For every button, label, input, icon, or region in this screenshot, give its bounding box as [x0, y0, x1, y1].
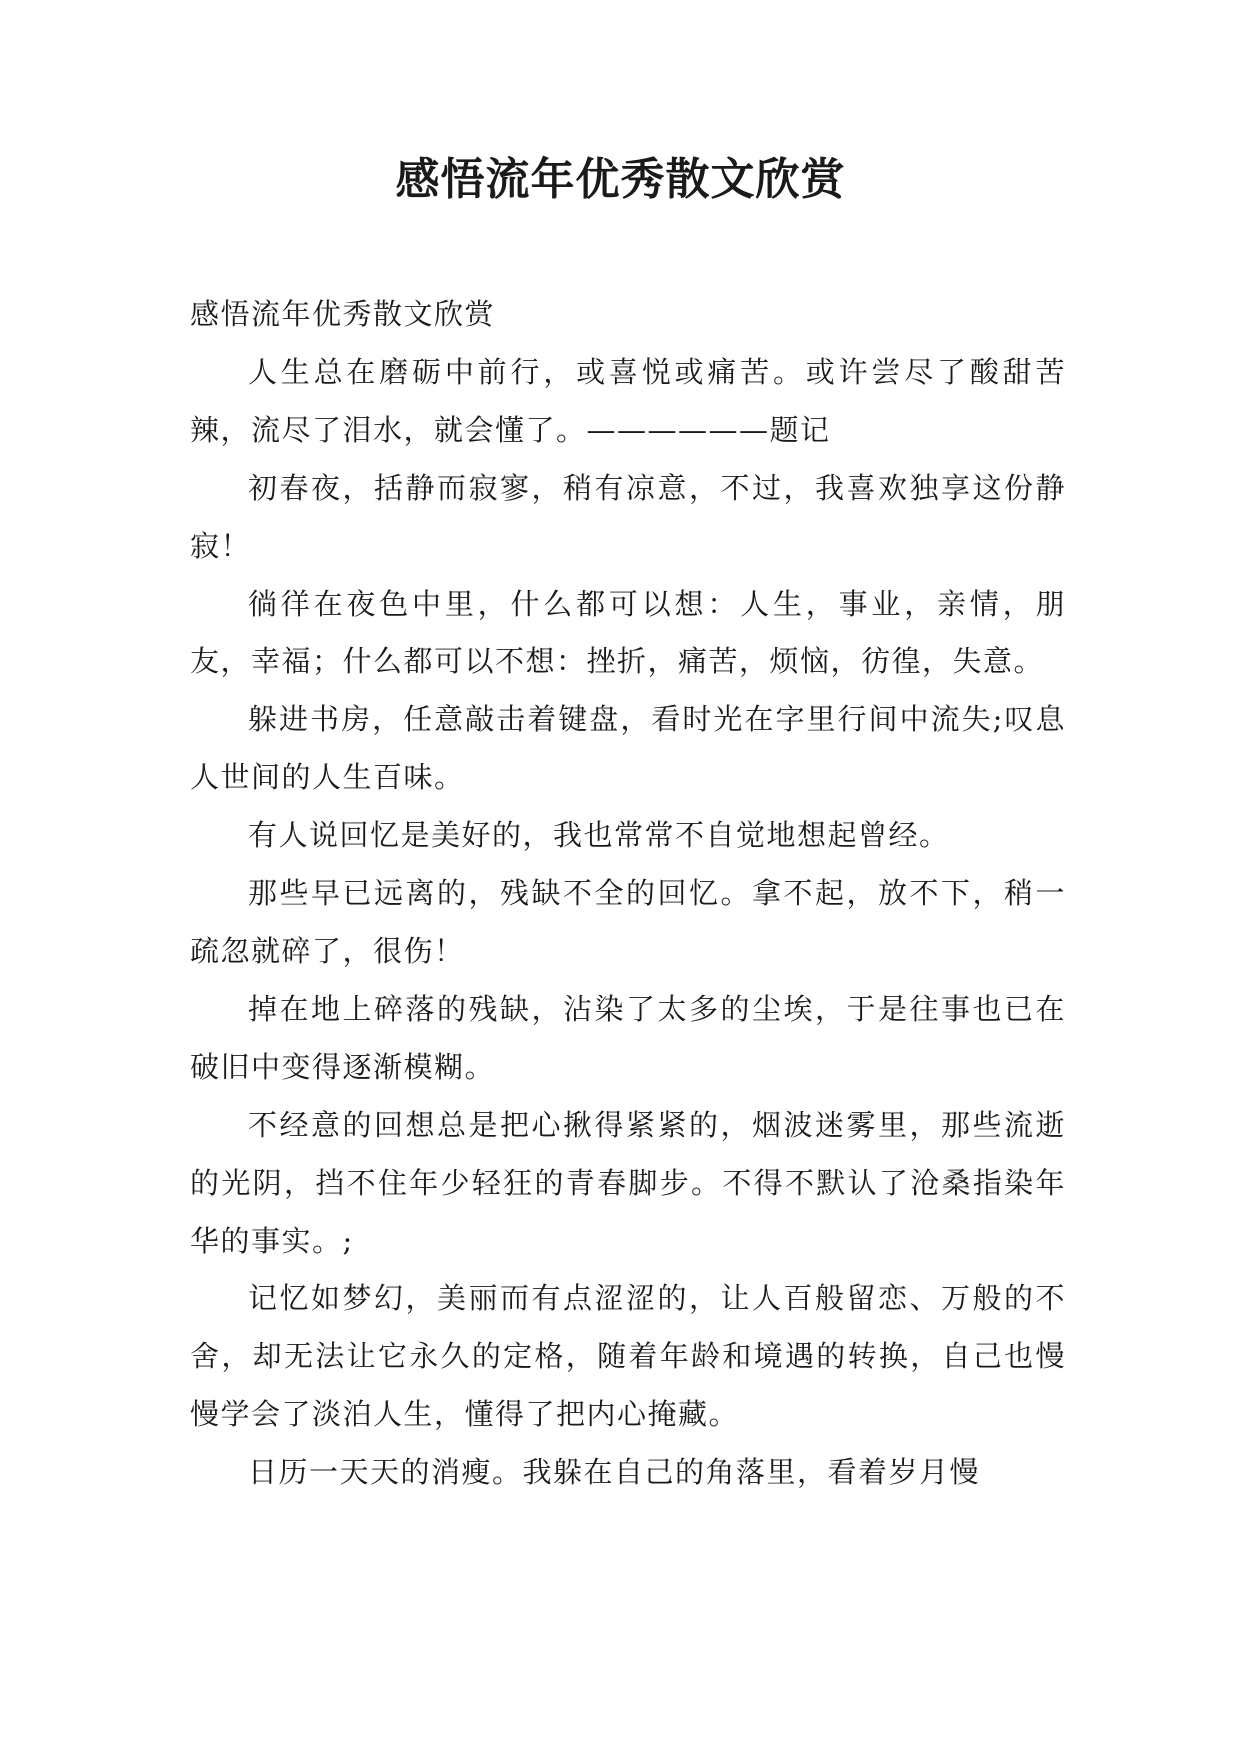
paragraph: 有人说回忆是美好的，我也常常不自觉地想起曾经。 — [248, 818, 950, 853]
paragraph: 初春夜，括静而寂寥，稍有凉意，不过，我喜欢独享这份静寂！ — [190, 470, 1066, 563]
paragraph-subtitle: 感悟流年优秀散文欣赏 — [190, 297, 496, 331]
paragraph: 日历一天天的消瘦。我躲在自己的角落里，看着岁月慢 — [248, 1455, 981, 1490]
paragraph: 人生总在磨砺中前行，或喜悦或痛苦。或许尝尽了酸甜苦辣，流尽了泪水，就会懂了。——————题记 — [190, 354, 1066, 447]
paragraph: 躲进书房，任意敲击着键盘，看时光在字里行间中流失;叹息人世间的人生百味。 — [190, 702, 1066, 795]
paragraph: 徜徉在夜色中里，什么都可以想：人生，事业，亲情，朋友，幸福；什么都可以不想：挫折，痛苦，烦恼，彷徨，失意。 — [190, 586, 1066, 679]
paragraph: 那些早已远离的，残缺不全的回忆。拿不起，放不下，稍一疏忽就碎了，很伤！ — [190, 876, 1066, 968]
paragraph: 掉在地上碎落的残缺，沾染了太多的尘埃，于是往事也已在破旧中变得逐渐模糊。 — [190, 991, 1066, 1084]
document-title: 感悟流年优秀散文欣赏 — [395, 154, 846, 205]
paragraph: 不经意的回想总是把心揪得紧紧的，烟波迷雾里，那些流逝的光阴，挡不住年少轻狂的青春脚步。不得不默认了沧桑指染年华的事实。; — [190, 1107, 1066, 1258]
document-body — [190, 286, 1066, 1502]
paragraph: 记忆如梦幻，美丽而有点涩涩的，让人百般留恋、万般的不舍，却无法让它永久的定格，随着年龄和境遇的转换，自己也慢慢学会了淡泊人生，懂得了把内心掩藏。 — [190, 1281, 1066, 1432]
